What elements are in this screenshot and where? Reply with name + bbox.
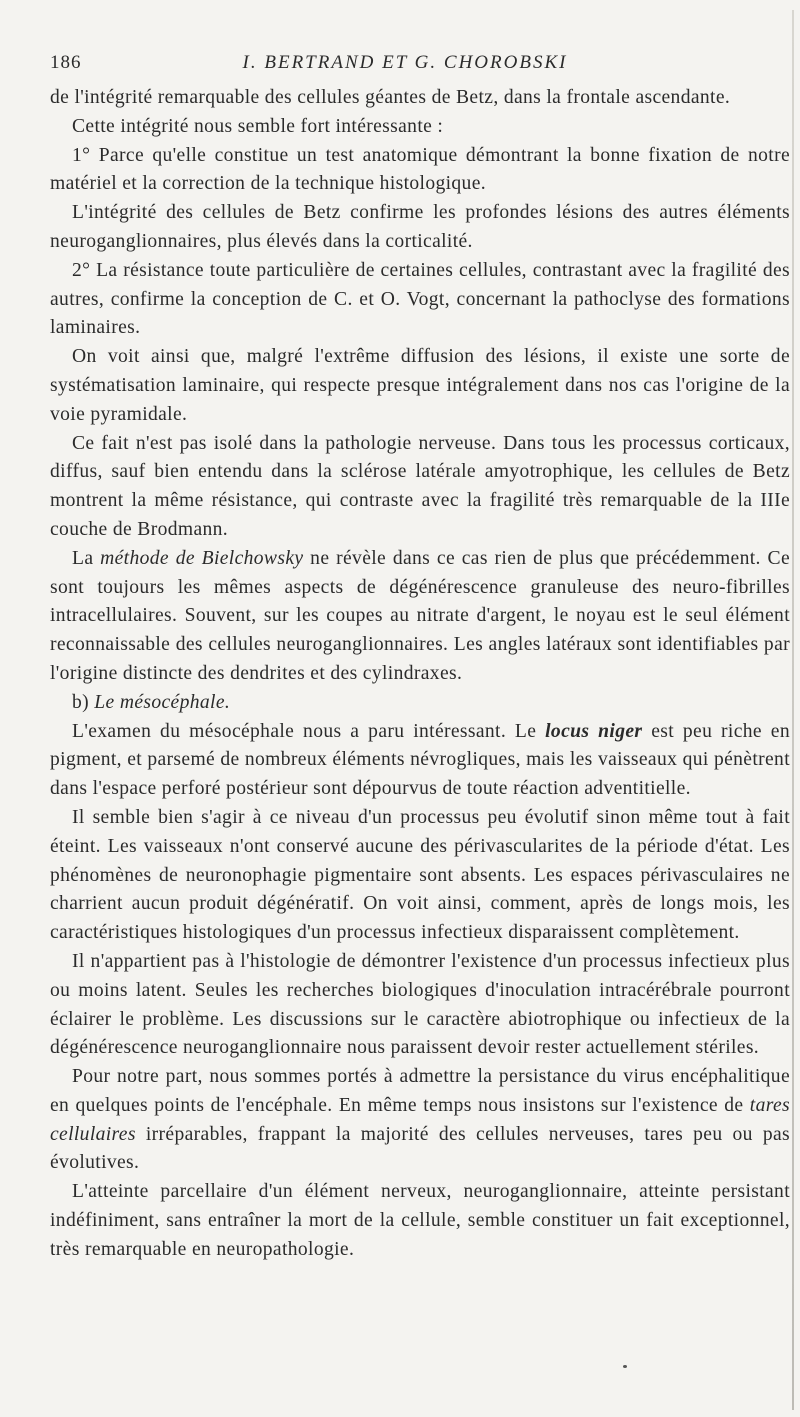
text-run: b) xyxy=(72,691,95,713)
paragraph: Il semble bien s'agir à ce niveau d'un processus peu évolutif sinon même tout à fait éteint. Les vaisseaux n'ont conservé aucune des périvascularites de la période d'état. Les phénomènes de neuronophagie pigmentaire sont absents. Les espaces périvasculaires ne charrient aucun produit dégénératif. On voit ainsi, comment, après de longs mois, les caractéristiques histologiques d'un processus infectieux disparaissent complètement. xyxy=(50,806,790,944)
text-run: ne révèle dans ce cas rien de plus que précédemment. Ce sont toujours les mêmes aspects de dégénérescence granuleuse des neuro-fibrilles intracellulaires. Souvent, sur les coupes au nitrate d'argent, le noyau est le seul élément reconnaissable des cellules neuroganglionnaires. Les angles latéraux sont identifiables par l'origine distincte des dendrites et des cylindraxes. xyxy=(50,547,790,684)
text-run: La xyxy=(72,547,101,569)
page-edge-shadow xyxy=(792,10,794,1410)
text-run: est peu riche en pigment, et parsemé de nombreux éléments névrogliques, mais les vaisseaux qui pénètrent dans l'espace perforé postérieur sont dépourvus de toute réaction adventitielle. xyxy=(50,720,790,800)
running-head-authors: I. BERTRAND ET G. CHOROBSKI xyxy=(242,52,568,73)
paragraph: 2° La résistance toute particulière de certaines cellules, contrastant avec la fragilité des autres, confirme la conception de C. et O. Vogt, concernant la pathoclyse des formations laminaires. xyxy=(50,259,790,339)
paragraph xyxy=(50,545,790,689)
paragraph: Il n'appartient pas à l'histologie de démontrer l'existence d'un processus infectieux plus ou moins latent. Seules les recherches biologiques d'inoculation intracérébrale pourront éclairer le problème. Les discussions sur le caractère abiotrophique ou infectieux de la dégénérescence neuroganglionnaire nous paraissent devoir rester actuellement stériles. xyxy=(50,950,790,1059)
paragraph: On voit ainsi que, malgré l'extrême diffusion des lésions, il existe une sorte de systématisation laminaire, qui respecte presque intégralement dans nos cas l'origine de la voie pyramidale. xyxy=(50,346,790,425)
paragraph xyxy=(50,1063,790,1178)
page-number: 186 xyxy=(50,52,82,73)
text-run: irréparables, frappant la majorité des cellules nerveuses, tares peu ou pas évolutives. xyxy=(50,1123,790,1174)
section-subheading xyxy=(50,689,790,718)
body-text xyxy=(50,84,790,1265)
italic-term: méthode de Bielchowsky xyxy=(100,547,304,569)
italic-term: tares cellulaires xyxy=(50,1094,790,1145)
paragraph: Cette intégrité nous semble fort intéressante : xyxy=(72,115,444,137)
print-speck xyxy=(623,1365,627,1368)
running-head xyxy=(50,52,790,74)
text-run: Pour notre part, nous sommes portés à admettre la persistance du virus encéphalitique en quelques points de l'encéphale. En même temps nous insistons sur l'existence de xyxy=(50,1066,790,1116)
text-run: L'examen du mésocéphale nous a paru intéressant. Le xyxy=(72,720,546,742)
paragraph xyxy=(50,718,790,804)
paragraph: L'atteinte parcellaire d'un élément nerveux, neuroganglionnaire, atteinte persistant indéfiniment, sans entraîner la mort de la cellule, semble constituer un fait exceptionnel, très remarquable en neuropathologie. xyxy=(50,1181,790,1260)
italic-term: Le mésocéphale. xyxy=(94,691,231,713)
bold-italic-term: locus niger xyxy=(545,720,643,742)
paragraph: de l'intégrité remarquable des cellules géantes de Betz, dans la frontale ascendante. xyxy=(50,87,731,108)
paragraph: 1° Parce qu'elle constitue un test anatomique démontrant la bonne fixation de notre matériel et la correction de la technique histologique. xyxy=(50,144,790,195)
paragraph: L'intégrité des cellules de Betz confirme les profondes lésions des autres éléments neuroganglionnaires, plus élevés dans la corticalité. xyxy=(50,202,790,252)
page xyxy=(50,52,790,1265)
paragraph: Ce fait n'est pas isolé dans la pathologie nerveuse. Dans tous les processus corticaux, diffus, sauf bien entendu dans la sclérose latérale amyotrophique, les cellules de Betz montrent la même résistance, qui contraste avec la fragilité très remarquable de la IIIe couche de Brodmann. xyxy=(50,432,790,540)
